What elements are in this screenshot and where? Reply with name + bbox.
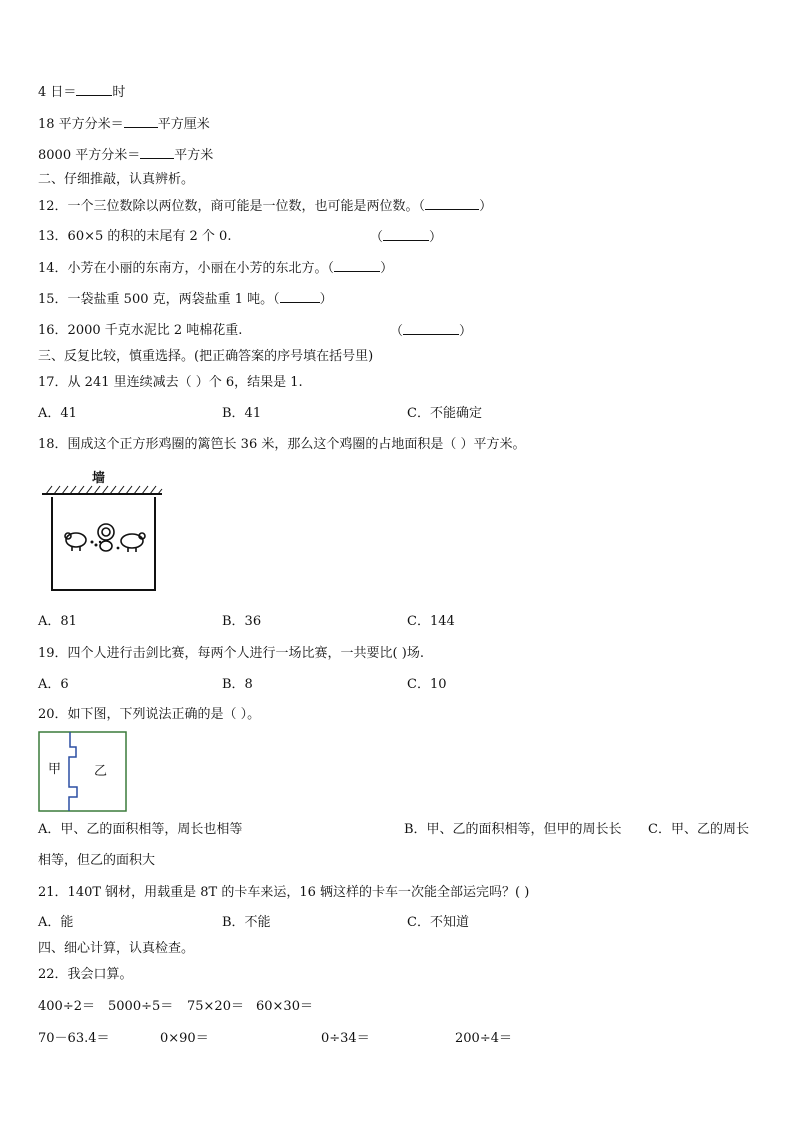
- question-16-answer: （ ）: [390, 324, 473, 339]
- question-text: 15．一袋盐重 500 克，两袋盐重 1 吨。: [38, 292, 274, 307]
- calc-item: 70－63.4＝: [38, 1031, 110, 1046]
- question-text: 16．2000 千克水泥比 2 吨棉花重.: [38, 323, 243, 338]
- conversion-line-2: [38, 114, 210, 134]
- label-jia: 甲: [48, 762, 62, 777]
- q19-option-c[interactable]: C．10: [407, 677, 447, 692]
- q21-option-c[interactable]: C．不知道: [407, 915, 469, 930]
- question-13: [38, 228, 231, 246]
- q17-option-c[interactable]: C．不能确定: [407, 406, 482, 421]
- conversion-line-1: [38, 82, 125, 102]
- question-12: 12．一个三位数除以两位数，商可能是一位数，也可能是两位数。（ ）: [38, 199, 493, 214]
- calc-item: 5000÷5＝: [108, 999, 174, 1014]
- answer-blank[interactable]: [383, 228, 429, 241]
- conversion-text: 18 平方分米＝: [38, 117, 124, 132]
- q21-option-a[interactable]: A．能: [38, 915, 74, 930]
- section-3-heading: 三、反复比较，慎重选择。(把正确答案的序号填在括号里): [38, 349, 374, 364]
- chicken-coop-figure: [40, 470, 170, 600]
- q20-option-c-continued: 相等，但乙的面积大: [38, 853, 156, 868]
- conversion-line-3: [38, 145, 213, 165]
- question-20: 20．如下图，下列说法正确的是（ ）。: [38, 707, 261, 722]
- answer-blank[interactable]: [124, 114, 158, 128]
- calc-item: 0×90＝: [160, 1031, 209, 1046]
- question-19: 19．四个人进行击剑比赛，每两个人进行一场比赛，一共要比( )场.: [38, 646, 424, 661]
- conversion-text: 4 日＝: [38, 85, 77, 100]
- split-rectangle-figure: [38, 731, 128, 813]
- question-text: 13．60×5 的积的末尾有 2 个 0.: [38, 229, 232, 244]
- wall-label: 墙: [92, 471, 106, 486]
- question-13-answer: （ ）: [370, 230, 443, 245]
- question-14: 14．小芳在小丽的东南方，小丽在小芳的东北方。（ ）: [38, 261, 394, 276]
- conversion-unit: 时: [112, 85, 126, 100]
- label-yi: 乙: [94, 764, 108, 779]
- q18-option-c[interactable]: C．144: [407, 614, 455, 629]
- q19-option-b[interactable]: B．8: [222, 677, 253, 692]
- q18-option-b[interactable]: B．36: [222, 614, 262, 629]
- conversion-unit: 平方米: [174, 148, 214, 163]
- q20-option-b[interactable]: B．甲、乙的面积相等，但甲的周长长: [404, 822, 622, 837]
- question-17: 17．从 241 里连续减去（ ）个 6，结果是 1.: [38, 375, 303, 390]
- q20-option-a[interactable]: A．甲、乙的面积相等，周长也相等: [38, 822, 243, 837]
- q18-option-a[interactable]: A．81: [38, 614, 77, 629]
- question-text: 12．一个三位数除以两位数，商可能是一位数，也可能是两位数。: [38, 199, 419, 214]
- q17-option-a[interactable]: A．41: [38, 406, 77, 421]
- section-4-heading: 四、细心计算，认真检查。: [38, 941, 195, 956]
- section-2-heading: 二、仔细推敲，认真辨析。: [38, 172, 195, 187]
- answer-blank[interactable]: [425, 197, 479, 210]
- q20-option-c[interactable]: C．甲、乙的周长: [648, 822, 749, 837]
- answer-blank[interactable]: [403, 322, 459, 335]
- q17-option-b[interactable]: B．41: [222, 406, 262, 421]
- question-21: 21．140T 钢材，用载重是 8T 的卡车来运，16 辆这样的卡车一次能全部运完吗？( ): [38, 885, 530, 900]
- answer-blank[interactable]: [76, 82, 112, 96]
- calc-item: 200÷4＝: [455, 1031, 512, 1046]
- q19-option-a[interactable]: A．6: [38, 677, 69, 692]
- answer-blank[interactable]: [334, 259, 380, 272]
- calc-item: 400÷2＝: [38, 999, 95, 1014]
- question-16: [38, 322, 242, 340]
- calc-item: 0÷34＝: [321, 1031, 370, 1046]
- question-text: 14．小芳在小丽的东南方，小丽在小芳的东北方。: [38, 261, 328, 276]
- calc-item: 75×20＝: [187, 999, 244, 1014]
- coop-drawing: [40, 470, 170, 600]
- answer-blank[interactable]: [140, 145, 174, 159]
- q21-option-b[interactable]: B．不能: [222, 915, 271, 930]
- conversion-unit: 平方厘米: [157, 117, 210, 132]
- calc-item: 60×30＝: [256, 999, 313, 1014]
- answer-blank[interactable]: [280, 290, 320, 303]
- question-22: 22．我会口算。: [38, 967, 133, 982]
- question-18: 18．围成这个正方形鸡圈的篱笆长 36 米，那么这个鸡圈的占地面积是（ ）平方米。: [38, 437, 526, 452]
- conversion-text: 8000 平方分米＝: [38, 148, 141, 163]
- question-15: 15．一袋盐重 500 克，两袋盐重 1 吨。（ ）: [38, 292, 333, 307]
